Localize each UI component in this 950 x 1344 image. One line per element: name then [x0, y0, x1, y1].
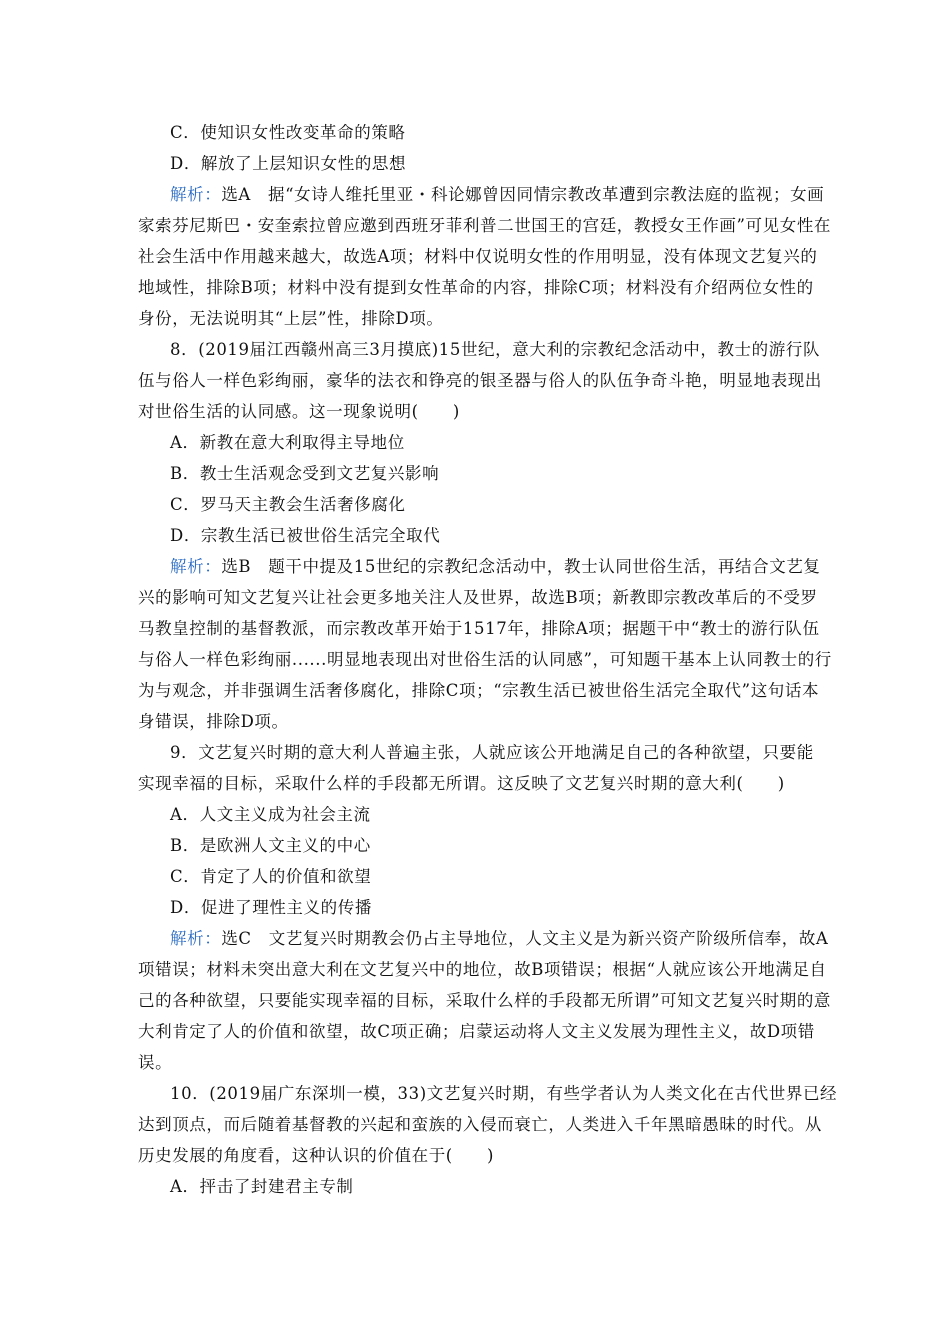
q9-option-a: A．人文主义成为社会主流	[170, 805, 371, 824]
q8-analysis-line: 兴的影响可知文艺复兴让社会更多地关注人及世界，故选B项；新教即宗教改革后的不受罗	[138, 588, 818, 607]
q8-option-c: C．罗马天主教会生活奢侈腐化	[170, 495, 406, 514]
q8-stem-line: 对世俗生活的认同感。这一现象说明( )	[138, 402, 460, 421]
q8-analysis-line: 为与观念，并非强调生活奢侈腐化，排除C项；“宗教生活已被世俗生活完全取代”这句话本	[138, 681, 820, 700]
q9-analysis-line: 误。	[138, 1053, 173, 1072]
q7-analysis-line: 地域性，排除B项；材料中没有提到女性革命的内容，排除C项；材料没有介绍两位女性的	[138, 278, 814, 297]
q9-analysis-line: 项错误；材料未突出意大利在文艺复兴中的地位，故B项错误；根据“人就应该公开地满足自	[138, 960, 827, 979]
q9-stem-line: 实现幸福的目标，采取什么样的手段都无所谓。这反映了文艺复兴时期的意大利( )	[138, 774, 785, 793]
q10-stem-line: 达到顶点，而后随着基督教的兴起和蛮族的入侵而衰亡，人类进入千年黑暗愚昧的时代。从	[138, 1115, 822, 1134]
q8-analysis-line: 马教皇控制的基督教派，而宗教改革开始于1517年，排除A项；据题干中“教士的游行队伍	[138, 619, 820, 638]
analysis-label: 解析：	[170, 557, 222, 576]
analysis-label: 解析：	[170, 185, 222, 204]
q8-option-d: D．宗教生活已被世俗生活完全取代	[170, 526, 441, 545]
q10-stem-line: 10．(2019届广东深圳一模，33)文艺复兴时期，有些学者认为人类文化在古代世界已经	[170, 1084, 838, 1103]
q8-analysis-line: 与俗人一样色彩绚丽......明显地表现出对世俗生活的认同感”，可知题干基本上认同教士的行	[138, 650, 832, 669]
q9-option-b: B．是欧洲人文主义的中心	[170, 836, 371, 855]
q9-option-d: D．促进了理性主义的传播	[170, 898, 372, 917]
q8-analysis-line: 身错误，排除D项。	[138, 712, 289, 731]
q9-analysis-line: 己的各种欲望，只要能实现幸福的目标，采取什么样的手段都无所谓”可知文艺复兴时期的意	[138, 991, 832, 1010]
q8-stem-line: 8．(2019届江西赣州高三3月摸底)15世纪，意大利的宗教纪念活动中，教士的游行队	[170, 340, 821, 359]
q9-option-c: C．肯定了人的价值和欲望	[170, 867, 372, 886]
q7-option-c: C．使知识女性改变革命的策略	[170, 123, 406, 142]
q7-analysis-line: 社会生活中作用越来越大，故选A项；材料中仅说明女性的作用明显，没有体现文艺复兴的	[138, 247, 818, 266]
q9-analysis-line: 解析：选C 文艺复兴时期教会仍占主导地位，人文主义是为新兴资产阶级所信奉，故A	[170, 929, 829, 948]
analysis-label: 解析：	[170, 929, 222, 948]
q10-stem-line: 历史发展的角度看，这种认识的价值在于( )	[138, 1146, 495, 1165]
q8-analysis-line: 解析：选B 题干中提及15世纪的宗教纪念活动中，教士认同世俗生活，再结合文艺复	[170, 557, 821, 576]
q8-stem-line: 伍与俗人一样色彩绚丽，豪华的法衣和铮亮的银圣器与俗人的队伍争奇斗艳，明显地表现出	[138, 371, 822, 390]
q7-option-d: D．解放了上层知识女性的思想	[170, 154, 407, 173]
q7-analysis-line: 身份，无法说明其“上层”性，排除D项。	[138, 309, 444, 328]
q9-stem-line: 9．文艺复兴时期的意大利人普遍主张，人就应该公开地满足自己的各种欲望，只要能	[170, 743, 814, 762]
q7-analysis-line: 家索芬尼斯巴・安奎索拉曾应邀到西班牙菲利普二世国王的宫廷，教授女王作画”可见女性在	[138, 216, 832, 235]
q7-analysis-line: 解析：选A 据“女诗人维托里亚・科论娜曾因同情宗教改革遭到宗教法庭的监视；女画	[170, 185, 825, 204]
q9-analysis-line: 大利肯定了人的价值和欲望，故C项正确；启蒙运动将人文主义发展为理性主义，故D项错	[138, 1022, 815, 1041]
q10-option-a: A．抨击了封建君主专制	[170, 1177, 354, 1196]
q8-option-b: B．教士生活观念受到文艺复兴影响	[170, 464, 440, 483]
q8-option-a: A．新教在意大利取得主导地位	[170, 433, 405, 452]
